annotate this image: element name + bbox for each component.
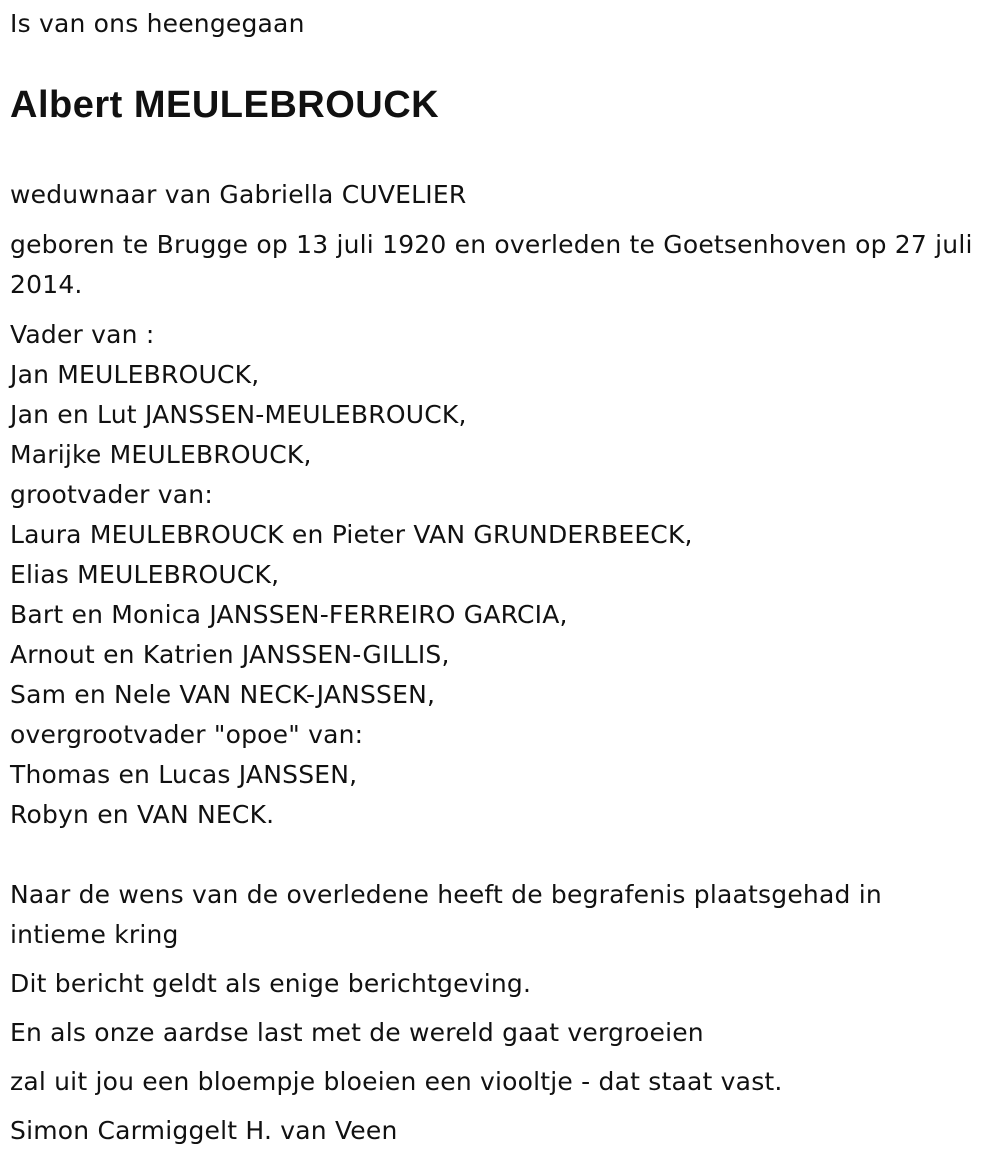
sole-notice-text: Dit bericht geldt als enige berichtgeving. xyxy=(10,969,532,998)
poem-line: En als onze aardse last met de wereld gaat vergroeien xyxy=(10,1018,704,1047)
birth-death-text: geboren te Brugge op 13 juli 1920 en overleden te Goetsenhoven op 27 juli 2014. xyxy=(10,230,973,299)
attribution-text: Simon Carmiggelt H. van Veen xyxy=(10,1116,398,1145)
family-list xyxy=(10,315,985,835)
family-line: Marijke MEULEBROUCK, xyxy=(10,440,312,469)
family-line: Bart en Monica JANSSEN-FERREIRO GARCIA, xyxy=(10,600,568,629)
intro-text: Is van ons heengegaan xyxy=(10,9,305,38)
obituary-notice xyxy=(10,0,985,1151)
family-line: Robyn en VAN NECK. xyxy=(10,800,275,829)
family-line: Sam en Nele VAN NECK-JANSSEN, xyxy=(10,680,436,709)
funeral-text: Naar de wens van de overledene heeft de begrafenis plaatsgehad in intieme kring xyxy=(10,880,882,949)
family-line: Laura MEULEBROUCK en Pieter VAN GRUNDERBEECK, xyxy=(10,520,693,549)
family-line: Thomas en Lucas JANSSEN, xyxy=(10,760,358,789)
widower-text: weduwnaar van Gabriella CUVELIER xyxy=(10,180,467,209)
family-line: Vader van : xyxy=(10,320,155,349)
family-line: Jan MEULEBROUCK, xyxy=(10,360,260,389)
poem-line: zal uit jou een bloempje bloeien een viooltje - dat staat vast. xyxy=(10,1067,783,1096)
family-line: grootvader van: xyxy=(10,480,213,509)
deceased-name: Albert MEULEBROUCK xyxy=(10,84,440,126)
family-line: Elias MEULEBROUCK, xyxy=(10,560,280,589)
family-line: Arnout en Katrien JANSSEN-GILLIS, xyxy=(10,640,450,669)
family-line: Jan en Lut JANSSEN-MEULEBROUCK, xyxy=(10,400,467,429)
family-line: overgrootvader "opoe" van: xyxy=(10,720,364,749)
